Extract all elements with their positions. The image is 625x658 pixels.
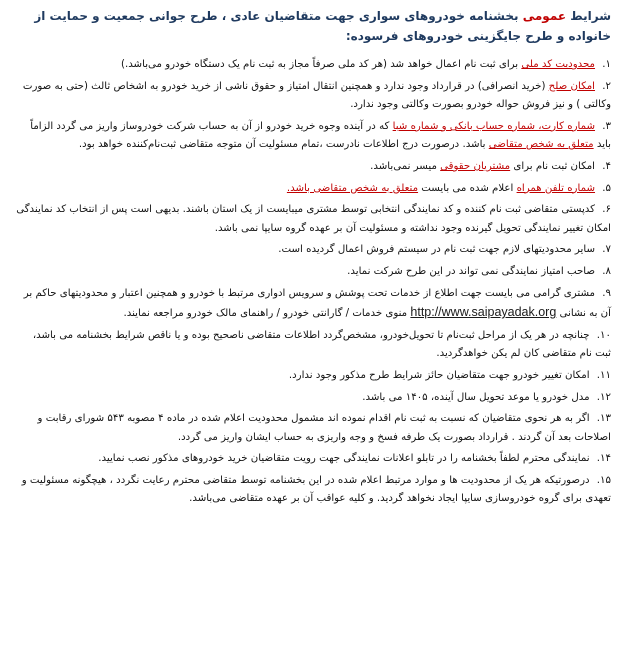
- condition-14: [16, 450, 611, 469]
- condition-11: [16, 367, 611, 386]
- item-text: اعلام شده می بایست: [418, 182, 517, 194]
- highlight-text: مشتریان حقوقی: [440, 160, 511, 172]
- item-number: ۴.: [602, 160, 611, 172]
- item-number: ۱۱.: [596, 369, 611, 381]
- condition-2: [16, 78, 611, 115]
- item-text: چنانچه در هر یک از مراحل ثبت‌نام تا تحویل‌خودرو، مشخص‌گردد اطلاعات متقاضی ناصحیح بوده و یا ناقص شرایط بخشنامه می باشد، ثبت نام متقاضی کان لم یکن خواهدگردید.: [32, 329, 611, 360]
- item-text: کدپستی متقاضی ثبت نام کننده و کد نمایندگی انتخابی توسط مشتری میبایست از یک استان باشند. بدیهی است پس از انتخاب کد نمایندگی امکان تغییر نمایندگی تحویل گیرنده وجود نداشته و مسئولیت آن بر عهده گروه سایپا نمی باشد.: [16, 204, 611, 234]
- item-text: نمایندگی محترم لطفاً بخشنامه را در تابلو اعلانات نمایندگی جهت رویت متقاضیان خرید خودروهای مذکور نصب نمایید.: [98, 453, 590, 465]
- item-text: منوی خدمات / گارانتی خودرو / راهنمای مالک خودرو مراجعه نمایند.: [123, 308, 411, 320]
- item-number: ۱۵.: [596, 474, 611, 486]
- item-number: ۵.: [602, 182, 611, 194]
- highlight-text: شماره تلفن همراه: [516, 182, 596, 194]
- item-number: ۱۲.: [596, 391, 611, 403]
- highlight-text: شماره کارت، شماره حساب بانکی و شماره شبا: [392, 120, 596, 132]
- condition-5: [16, 180, 611, 199]
- condition-8: [16, 263, 611, 282]
- condition-13: [16, 410, 611, 447]
- item-number: ۱۴.: [596, 453, 611, 465]
- item-text: میسر نمی‌باشد.: [370, 160, 441, 172]
- condition-4: [16, 158, 611, 177]
- item-text: سایر محدودیتهای لازم جهت ثبت نام در سیستم فروش اعمال گردیده است.: [278, 244, 596, 256]
- condition-6: [16, 201, 611, 238]
- item-text: برای ثبت نام اعمال خواهد شد (هر کد ملی صرفاً مجاز به ثبت نام یک دستگاه خودرو می‌باشد.): [121, 59, 522, 70]
- item-number: ۹.: [602, 287, 611, 299]
- item-number: ۷.: [602, 244, 611, 256]
- condition-7: [16, 241, 611, 260]
- item-text: درصورتیکه هر یک از محدودیت ها و موارد مرتبط اعلام شده در این بخشنامه توسط متقاضی محترم رعایت نگردد ، هیچگونه مسئولیت و تعهدی برای گروه خودروسازی سایپا ایجاد نخواهد گردید. و کلیه عواقب آن بر عهده متقاضی می‌باشد.: [21, 474, 611, 505]
- highlight-text: محدودیت کد ملی: [521, 59, 596, 70]
- highlight-text: متعلق به شخص متقاضی: [488, 139, 594, 151]
- item-text: مشتری گرامی می بایست جهت اطلاع از خدمات تحت پوشش و سرویس ادواری مرتبط با خودرو و همچنین اعتبار و محدودیتهای حاکم بر آن به نشانی: [23, 287, 611, 320]
- condition-10: [16, 327, 611, 364]
- item-number: ۶.: [602, 204, 611, 216]
- item-number: ۱۳.: [596, 413, 611, 425]
- item-text: مدل خودرو یا موعد تحویل سال آینده، ۱۴۰۵ می باشد.: [362, 391, 590, 403]
- item-number: ۸.: [602, 265, 611, 277]
- condition-3: [16, 118, 611, 155]
- item-number: ۱۰.: [596, 329, 611, 341]
- condition-9: [16, 285, 611, 324]
- condition-15: [16, 472, 611, 509]
- title-highlight: عمومی: [522, 9, 567, 23]
- title-rest: بخشنامه خودروهای سواری جهت متقاضیان عادی ، طرح جوانی جمعیت و حمایت از خانواده و طرح جایگزینی خودروهای فرسوده:: [34, 9, 611, 43]
- item-text: صاحب امتیاز نمایندگی نمی تواند در این طرح شرکت نماید.: [347, 265, 596, 277]
- document-title: [16, 6, 611, 46]
- item-text: امکان ثبت نام برای: [510, 160, 596, 172]
- item-number: ۳.: [602, 120, 611, 132]
- condition-1: [16, 56, 611, 75]
- title-prefix: شرایط: [566, 9, 611, 23]
- item-text: باشد. درصورت درج اطلاعات نادرست ،تمام مسئولیت آن متوجه متقاضی ثبت‌نام‌کننده خواهد بود.: [78, 139, 489, 151]
- item-number: ۲.: [602, 80, 611, 92]
- highlight-text: متعلق به شخص متقاضی باشد.: [286, 182, 419, 194]
- item-text: که در آینده وجوه خرید خودرو از آن به حساب شرکت خودروساز واریز می گردد الزاماً باید: [30, 120, 611, 151]
- item-number: ۱.: [602, 59, 611, 70]
- item-text: اگر به هر نحوی متقاضیان که نسبت به ثبت نام اقدام نموده اند مشمول محدودیت اعلام شده در ماده ۴ مصوبه ۵۴۳ شورای رقابت و اصلاحات بعد آن گردند . قرارداد بصورت یک طرفه فسخ و وجه واریزی به حساب ایشان واریز می گردد.: [37, 413, 611, 443]
- saipayadak-link[interactable]: http://www.saipayadak.org: [410, 305, 557, 320]
- condition-12: [16, 389, 611, 408]
- highlight-text: امکان صلح: [548, 80, 596, 92]
- item-text: (خرید انصرافی) در قرارداد وجود ندارد و همچنین انتقال امتیاز و حقوق ناشی از خرید خودرو به اشخاص ثالث (حتی به صورت وکالتی ) و نیز فروش حواله خودرو بصورت وکالتی وجود ندارد.: [22, 80, 611, 111]
- item-text: امکان تغییر خودرو جهت متقاضیان حائز شرایط طرح مذکور وجود ندارد.: [288, 369, 590, 381]
